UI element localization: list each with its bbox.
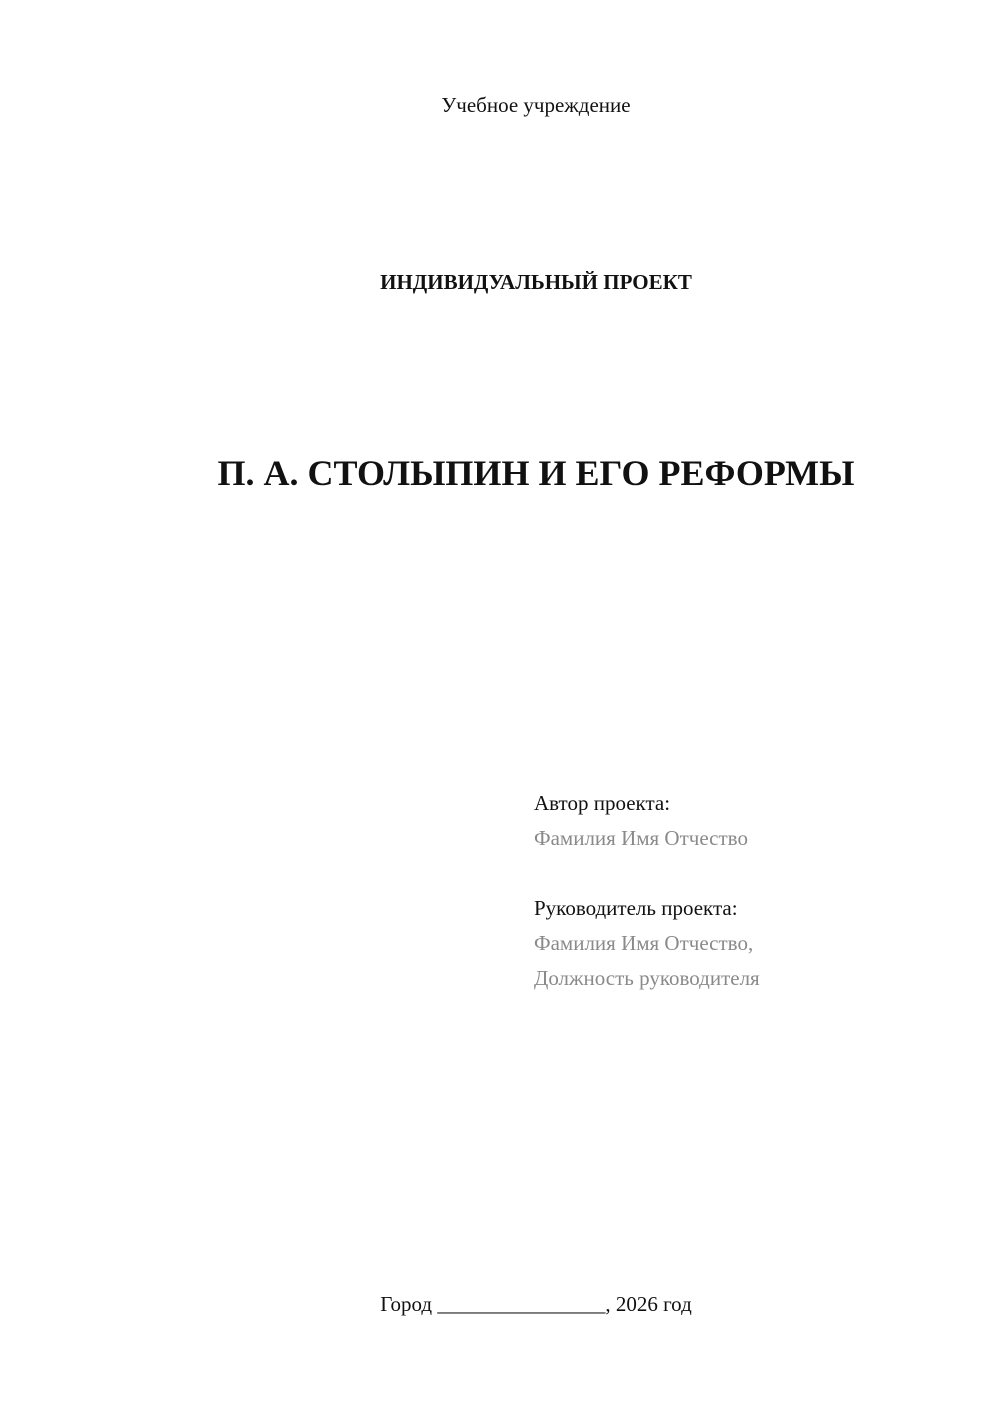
supervisor-name-placeholder: Фамилия Имя Отчество, bbox=[534, 931, 754, 955]
author-name-placeholder: Фамилия Имя Отчество bbox=[534, 826, 748, 850]
author-block bbox=[534, 786, 748, 856]
author-label: Автор проекта: bbox=[534, 791, 671, 815]
project-title: П. А. СТОЛЫПИН И ЕГО РЕФОРМЫ bbox=[217, 453, 855, 493]
institution-name: Учебное учреждение bbox=[441, 93, 631, 117]
supervisor-position-placeholder: Должность руководителя bbox=[534, 966, 760, 990]
supervisor-block bbox=[534, 891, 760, 996]
supervisor-label: Руководитель проекта: bbox=[534, 896, 738, 920]
city-year-line: Город ________________, 2026 год bbox=[380, 1292, 692, 1316]
document-type: ИНДИВИДУАЛЬНЫЙ ПРОЕКТ bbox=[380, 270, 692, 294]
